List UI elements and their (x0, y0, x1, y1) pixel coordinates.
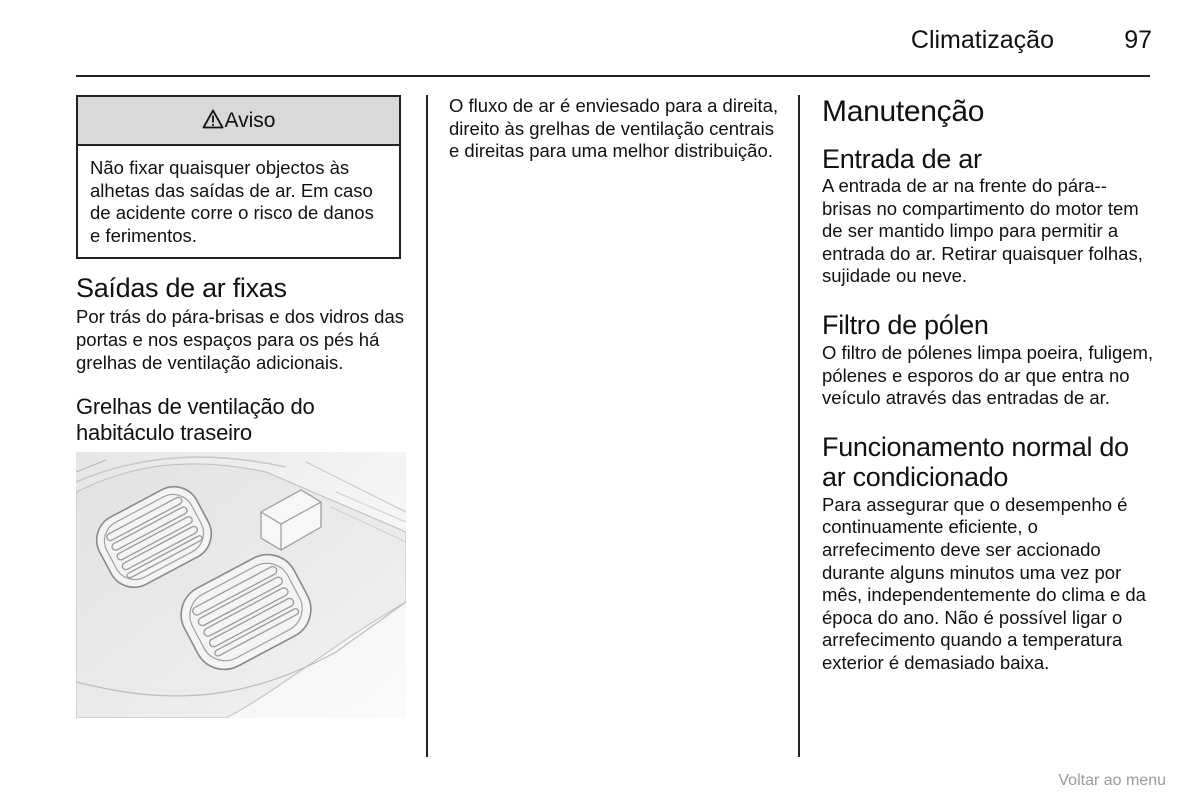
heading-rear-vents (76, 394, 406, 446)
back-to-menu-link[interactable]: Voltar ao menu (1058, 772, 1166, 789)
paragraph-fixed-vents: Por trás do pára-brisas e dos vidros das portas e nos espaços para os pés há grelhas de ventilação adicionais. (76, 306, 405, 373)
heading-rear-vents-line1: Grelhas de ventilação do (76, 394, 315, 420)
column-left (76, 95, 406, 446)
page-number: 97 (1124, 26, 1152, 54)
paragraph-pollen-filter: O filtro de pólenes limpa poeira, fuligem, pólenes e esporos do ar que entra no veículo através das entradas de ar. (822, 341, 1154, 409)
column-divider-2 (798, 95, 800, 757)
warning-text: Não fixar quaisquer objectos às alhetas das saídas de ar. Em caso de acidente corre o risco de danos e ferimentos. (90, 157, 374, 246)
heading-pollen-filter: Filtro de pólen (822, 309, 989, 340)
paragraph-air-intake: A entrada de ar na frente do pára--brisas no compartimento do motor tem de ser mantido limpo para permitir a entrada do ar. Retirar quaisquer folhas, sujidade ou neve. (822, 175, 1143, 287)
header-divider (76, 75, 1150, 77)
column-right (822, 95, 1154, 675)
heading-air-intake: Entrada de ar (822, 144, 982, 174)
heading-maintenance: Manutenção (822, 95, 985, 128)
column-divider-1 (426, 95, 428, 757)
heading-fixed-vents: Saídas de ar fixas (76, 273, 287, 304)
rear-vents-illustration (76, 452, 406, 718)
heading-rear-vents-line2: habitáculo traseiro (76, 420, 252, 446)
paragraph-ac-operation: Para assegurar que o desempenho é continuamente eficiente, o arrefecimento deve ser accionado durante alguns minutos uma vez por mês, independentemente do clima e da época do ano. Não é possível ligar o arrefecimento quando a temperatura exterior é demasiado baixa. (822, 493, 1146, 673)
heading-ac-operation-line1: Funcionamento normal do (822, 431, 1129, 462)
heading-ac-operation (822, 432, 1154, 492)
warning-header (78, 97, 399, 146)
warning-title: Aviso (224, 108, 276, 132)
heading-ac-operation-line2: ar condicionado (822, 461, 1009, 492)
paragraph-airflow: O fluxo de ar é enviesado para a direita, direito às grelhas de ventilação centrais e direitas para uma melhor distribuição. (449, 95, 779, 162)
warning-box (76, 95, 401, 259)
section-title: Climatização (910, 26, 1054, 54)
column-middle (449, 95, 779, 163)
warning-triangle-icon (202, 109, 224, 135)
